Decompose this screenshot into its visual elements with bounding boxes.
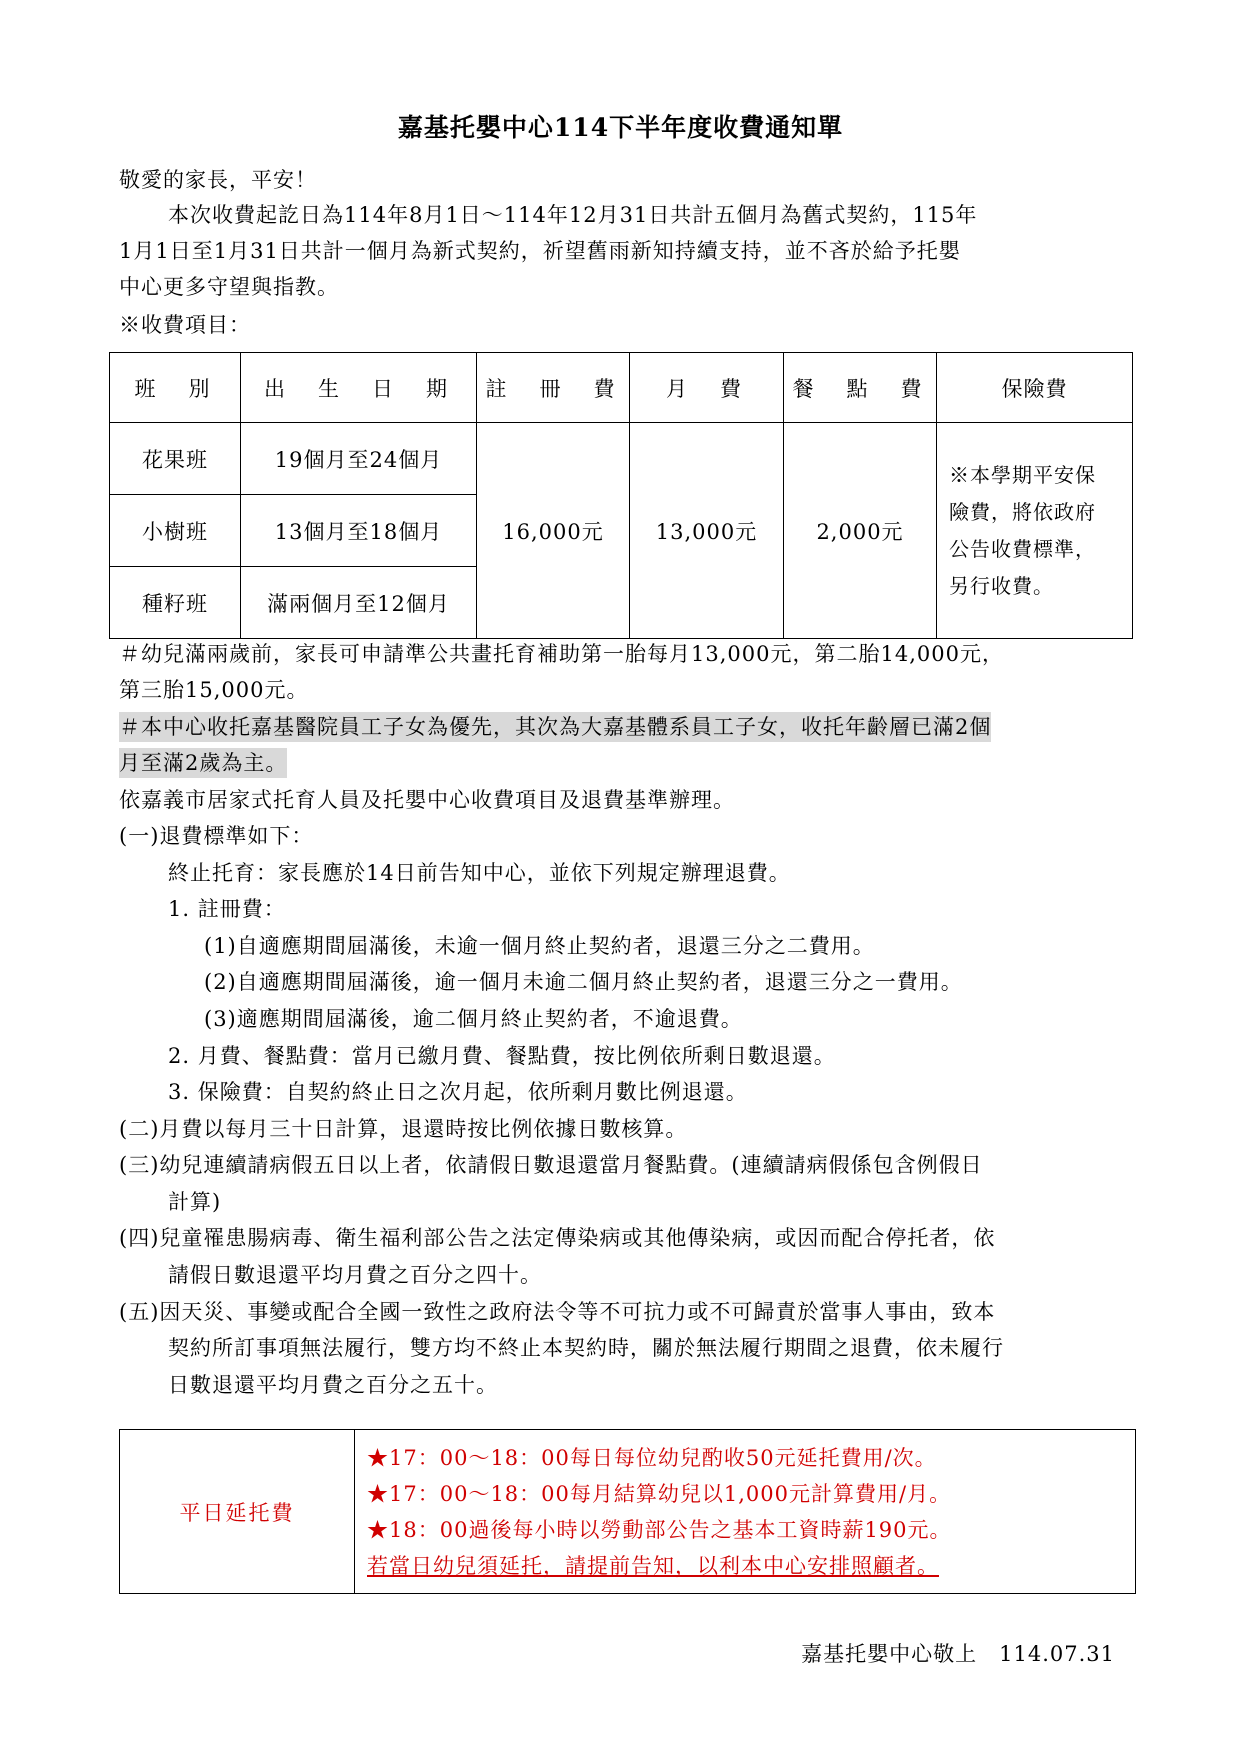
insurance-note-line: ※本學期平安保 <box>949 462 1096 487</box>
intro-line-3: 中心更多守望與指教。 <box>119 275 339 299</box>
page-title: 嘉基托嬰中心114下半年度收費通知單 <box>397 113 844 142</box>
fee-table-header-row <box>110 353 1133 423</box>
priority-note-line-1: ＃本中心收托嘉基醫院員工子女為優先，其次為大嘉基體系員工子女，收托年齡層已滿2個 <box>119 712 991 742</box>
header-birth-date: 出 生 日 期 <box>241 353 477 423</box>
intro-line-2: 1月1日至1月31日共計一個月為新式契約，祈望舊雨新知持續支持，並不吝於給予托嬰 <box>119 239 961 263</box>
priority-note-line-2: 月至滿2歲為主。 <box>119 748 287 778</box>
refund-section-1-title: (一)退費標準如下： <box>119 824 314 848</box>
refund-section-2: (二)月費以每月三十日計算，退還時按比例依據日數核算。 <box>119 1117 688 1141</box>
refund-section-4-line-1: (四)兒童罹患腸病毒、衛生福利部公告之法定傳染病或其他傳染病，或因而配合停托者，依 <box>119 1226 996 1250</box>
monthly-fee: 13,000元 <box>630 423 784 639</box>
class-name: 花果班 <box>110 423 241 495</box>
header-monthly-fee: 月 費 <box>630 353 784 423</box>
greeting: 敬愛的家長，平安！ <box>119 168 317 192</box>
late-fee-line: ★18：00過後每小時以勞動部公告之基本工資時薪190元。 <box>367 1517 952 1542</box>
insurance-note <box>937 423 1133 639</box>
header-registration-fee: 註 冊 費 <box>477 353 630 423</box>
subsidy-note-line-2: 第三胎15,000元。 <box>119 678 309 702</box>
registration-fee: 16,000元 <box>477 423 630 639</box>
insurance-note-line: 另行收費。 <box>949 573 1054 598</box>
table-row <box>120 1430 1136 1594</box>
class-age: 19個月至24個月 <box>241 423 477 495</box>
subsidy-note-line-1: ＃幼兒滿兩歲前，家長可申請準公共畫托育補助第一胎每月13,000元，第二胎14,000元， <box>119 642 1004 666</box>
meal-fee: 2,000元 <box>784 423 937 639</box>
late-fee-line: ★17：00～18：00每月結算幼兒以1,000元計算費用/月。 <box>367 1481 952 1506</box>
refund-section-5-line-2: 契約所訂事項無法履行，雙方均不終止本契約時，關於無法履行期間之退費，依未履行 <box>168 1336 1004 1360</box>
registration-fee-rule-title: 1. 註冊費： <box>168 897 286 921</box>
header-meal-fee: 餐 點 費 <box>784 353 937 423</box>
termination-rule: 終止托育：家長應於14日前告知中心，並依下列規定辦理退費。 <box>168 861 791 885</box>
registration-refund-item-2: (2)自適應期間屆滿後，逾一個月未逾二個月終止契約者，退還三分之一費用。 <box>204 970 963 994</box>
late-fee-line: ★17：00～18：00每日每位幼兒酌收50元延托費用/次。 <box>367 1445 937 1470</box>
registration-refund-item-1: (1)自適應期間屆滿後，未逾一個月終止契約者，退還三分之二費用。 <box>204 934 875 958</box>
late-fee-label: 平日延托費 <box>120 1430 355 1594</box>
late-fee-details <box>355 1430 1136 1594</box>
class-age: 滿兩個月至12個月 <box>241 567 477 639</box>
late-fee-notice: 若當日幼兒須延托，請提前告知，以利本中心安排照顧者。 <box>367 1553 939 1578</box>
refund-section-3-line-1: (三)幼兒連續請病假五日以上者，依請假日數退還當月餐點費。(連續請病假係包含例假日 <box>119 1153 983 1177</box>
refund-section-5-line-3: 日數退還平均月費之百分之五十。 <box>168 1373 498 1397</box>
table-row <box>110 423 1133 495</box>
header-class: 班 別 <box>110 353 241 423</box>
late-fee-table <box>119 1429 1136 1594</box>
fee-heading: ※收費項目： <box>119 313 251 337</box>
intro-line-1: 本次收費起訖日為114年8月1日～114年12月31日共計五個月為舊式契約，115年 <box>168 203 978 227</box>
insurance-refund-rule: 3. 保險費：自契約終止日之次月起，依所剩月數比例退還。 <box>168 1080 748 1104</box>
fee-table <box>109 352 1133 639</box>
refund-section-4-line-2: 請假日數退還平均月費之百分之四十。 <box>168 1263 542 1287</box>
monthly-meal-refund-rule: 2. 月費、餐點費：當月已繳月費、餐點費，按比例依所剩日數退還。 <box>168 1044 836 1068</box>
refund-section-5-line-1: (五)因天災、事變或配合全國一致性之政府法令等不可抗力或不可歸責於當事人事由，致本 <box>119 1300 996 1324</box>
class-age: 13個月至18個月 <box>241 495 477 567</box>
refund-section-3-line-2: 計算) <box>168 1190 222 1214</box>
registration-refund-item-3: (3)適應期間屆滿後，逾二個月終止契約者，不逾退費。 <box>204 1007 743 1031</box>
refund-basis: 依嘉義市居家式托育人員及托嬰中心收費項目及退費基準辦理。 <box>119 788 735 812</box>
signature: 嘉基托嬰中心敬上 114.07.31 <box>801 1642 1115 1666</box>
class-name: 小樹班 <box>110 495 241 567</box>
header-insurance-fee: 保險費 <box>937 353 1133 423</box>
insurance-note-line: 公告收費標準， <box>949 536 1096 561</box>
insurance-note-line: 險費，將依政府 <box>949 499 1096 524</box>
class-name: 種籽班 <box>110 567 241 639</box>
